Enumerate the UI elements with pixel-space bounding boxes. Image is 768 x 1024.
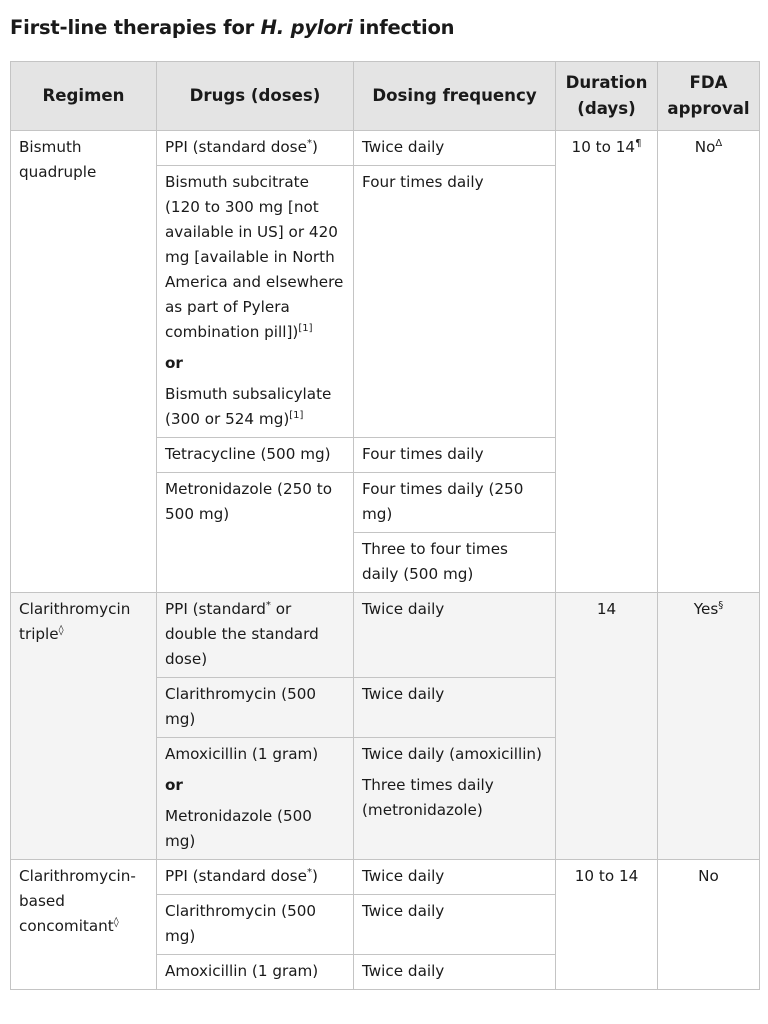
or-label: or <box>165 354 183 372</box>
header-fda-line1: FDA <box>689 73 728 92</box>
drug-cell <box>157 738 354 860</box>
header-duration-line2: (days) <box>577 99 636 118</box>
drug-subcitrate: Bismuth subcitrate (120 to 300 mg [not available in US] or 420 mg [available in North America and elsewhere as part of Pylera combination pill]) <box>165 173 344 341</box>
drug-cell <box>157 131 354 166</box>
drug-text-close: ) <box>311 867 318 885</box>
title-organism: H. pylori <box>260 16 353 39</box>
drug-cell: Metronidazole (250 to 500 mg) <box>157 473 354 593</box>
drug-text-close: ) <box>311 138 318 156</box>
header-fda-line2: approval <box>667 99 750 118</box>
reference-link[interactable]: [1] <box>298 323 313 334</box>
frequency-cell: Four times daily <box>354 166 556 438</box>
drug-cell: Clarithromycin (500 mg) <box>157 678 354 738</box>
table-row <box>11 860 760 895</box>
page-title <box>10 16 454 39</box>
drug-cell: Clarithromycin (500 mg) <box>157 895 354 955</box>
fda-cell <box>658 593 760 860</box>
regimen-text: Clarithromycin triple <box>19 600 131 643</box>
reference-link[interactable]: [1] <box>289 410 304 421</box>
drug-cell <box>157 593 354 678</box>
drug-text-suffix: or double the standard dose) <box>165 600 319 668</box>
frequency-cell <box>354 738 556 860</box>
fda-value: No <box>694 138 716 156</box>
fda-cell <box>658 131 760 593</box>
drug-text: PPI (standard <box>165 600 266 618</box>
drug-metronidazole: Metronidazole (500 mg) <box>165 807 312 850</box>
header-duration <box>556 62 658 131</box>
frequency-cell: Twice daily <box>354 955 556 990</box>
header-frequency: Dosing frequency <box>354 62 556 131</box>
duration-cell: 14 <box>556 593 658 860</box>
drug-cell: Amoxicillin (1 gram) <box>157 955 354 990</box>
regimen-cell <box>11 593 157 860</box>
drug-text: PPI (standard dose <box>165 138 307 156</box>
table-header-row <box>11 62 760 131</box>
or-label: or <box>165 776 183 794</box>
footnote-mark: Δ <box>715 138 723 149</box>
frequency-cell: Twice daily <box>354 131 556 166</box>
frequency-cell: Four times daily (250 mg) <box>354 473 556 533</box>
drug-cell <box>157 166 354 438</box>
frequency-amoxicillin: Twice daily (amoxicillin) <box>362 745 542 763</box>
frequency-cell: Twice daily <box>354 678 556 738</box>
drug-text: PPI (standard dose <box>165 867 307 885</box>
footnote-mark: § <box>718 600 724 611</box>
frequency-cell: Three to four times daily (500 mg) <box>354 533 556 593</box>
fda-value: Yes <box>693 600 719 618</box>
page-bottom-margin <box>0 993 768 1024</box>
table-row <box>11 131 760 166</box>
duration-value: 10 to 14 <box>571 138 636 156</box>
regimen-cell: Bismuth quadruple <box>11 131 157 593</box>
footnote-mark: * <box>265 600 271 611</box>
regimen-text: Clarithromycin-based concomitant <box>19 867 136 935</box>
regimen-cell <box>11 860 157 990</box>
frequency-metronidazole: Three times daily (metronidazole) <box>362 776 494 819</box>
footnote-mark: * <box>306 867 312 878</box>
drug-cell: Tetracycline (500 mg) <box>157 438 354 473</box>
title-text: First-line therapies for <box>10 16 261 39</box>
footnote-mark: ¶ <box>635 138 642 149</box>
frequency-cell: Twice daily <box>354 895 556 955</box>
footnote-mark: ◊ <box>113 917 119 928</box>
duration-cell: 10 to 14 <box>556 860 658 990</box>
drug-cell <box>157 860 354 895</box>
therapies-table <box>10 61 760 990</box>
footnote-mark: * <box>306 138 312 149</box>
header-fda <box>658 62 760 131</box>
header-duration-line1: Duration <box>565 73 648 92</box>
footnote-mark: ◊ <box>58 625 64 636</box>
drug-text <box>165 382 345 432</box>
drug-amoxicillin: Amoxicillin (1 gram) <box>165 745 319 763</box>
frequency-cell: Twice daily <box>354 860 556 895</box>
header-drugs: Drugs (doses) <box>157 62 354 131</box>
fda-cell: No <box>658 860 760 990</box>
drug-subsalicylate: Bismuth subsalicylate (300 or 524 mg) <box>165 385 332 428</box>
frequency-cell: Four times daily <box>354 438 556 473</box>
duration-cell <box>556 131 658 593</box>
header-regimen: Regimen <box>11 62 157 131</box>
title-text-suffix: infection <box>352 16 455 39</box>
drug-text <box>165 170 345 345</box>
table-row <box>11 593 760 678</box>
frequency-cell: Twice daily <box>354 593 556 678</box>
